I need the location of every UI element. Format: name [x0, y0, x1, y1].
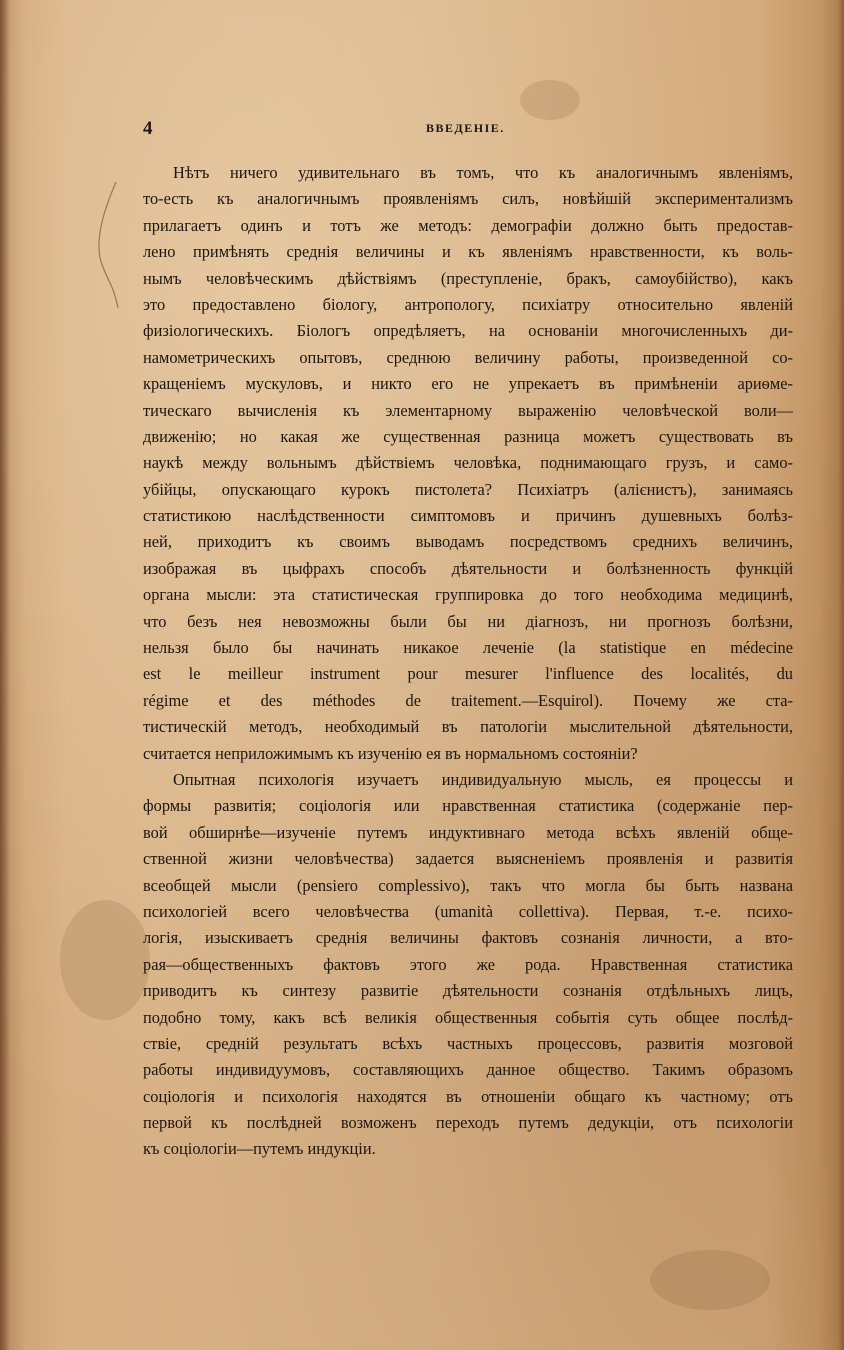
- text-line: приводитъ къ синтезу развитіе дѣятельности сознанія отдѣльныхъ лицъ,: [143, 981, 793, 1001]
- page-edge-shadow-left: [0, 0, 10, 1350]
- text-line: органа мысли: эта статистическая группировка до того необходима медицинѣ,: [143, 585, 793, 605]
- text-line: что безъ нея невозможны были бы ни діагнозъ, ни прогнозъ болѣзни,: [143, 611, 793, 631]
- text-line: вой обширнѣе—изученіе путемъ индуктивнаго метода всѣхъ явленій обще-: [143, 822, 793, 842]
- pencil-margin-mark: [86, 180, 126, 310]
- text-line: ственной жизни человѣчества) задается выясненіемъ проявленія и развитія: [143, 849, 793, 869]
- text-line: движенію; но какая же существенная разница можетъ существовать въ: [143, 426, 793, 446]
- text-line: считается неприложимымъ къ изученію ея въ нормальномъ состояніи?: [143, 743, 638, 763]
- text-line: это предоставлено біологу, антропологу, психіатру относительно явленій: [143, 294, 793, 314]
- text-line: ствіе, средній результатъ всѣхъ частныхъ процессовъ, развитія мозговой: [143, 1033, 793, 1053]
- page-edge-shadow-right: [838, 0, 844, 1350]
- text-line: статистикою наслѣдственности симптомовъ и причинъ душевныхъ болѣз-: [143, 506, 793, 526]
- body-text: [143, 160, 793, 1163]
- text-line: первой къ послѣдней возможенъ переходъ путемъ дедукціи, отъ психологіи: [143, 1113, 793, 1133]
- text-line: ней, приходитъ къ своимъ выводамъ посредствомъ среднихъ величинъ,: [143, 532, 793, 552]
- text-line: наукѣ между вольнымъ дѣйствіемъ человѣка, поднимающаго грузъ, и само-: [143, 453, 793, 473]
- text-line: соціологія и психологія находятся въ отношеніи общаго къ частному; отъ: [143, 1086, 793, 1106]
- text-line: намометрическихъ опытовъ, среднюю величину работы, произведенной со-: [143, 347, 793, 367]
- text-line: рая—общественныхъ фактовъ этого же рода. Нравственная статистика: [143, 954, 793, 974]
- text-line: то-есть къ аналогичнымъ проявленіямъ силъ, новѣйшій экспериментализмъ: [143, 189, 793, 209]
- page-number: 4: [143, 118, 153, 139]
- text-line: прилагаетъ одинъ и тотъ же методъ: демографіи должно быть предостав-: [143, 215, 793, 235]
- text-line: лено примѣнять среднія величины и къ явленіямъ нравственности, къ воль-: [143, 242, 793, 262]
- running-head: ВВЕДЕНІЕ.: [426, 121, 505, 135]
- text-line: всеобщей мысли (pensiero complessivo), такъ что могла бы быть названа: [143, 875, 793, 895]
- text-line: убійцы, опускающаго курокъ пистолета? Психіатръ (алієнистъ), занимаясь: [143, 479, 793, 499]
- text-line: къ соціологіи—путемъ индукціи.: [143, 1139, 376, 1159]
- text-line: подобно тому, какъ всѣ великія общественныя событія суть общее послѣд-: [143, 1007, 793, 1027]
- paper-stain: [520, 80, 580, 120]
- text-line: est le meilleur instrument pour mesurer l'influence des localités, du: [143, 664, 793, 684]
- text-line: тистическій методъ, необходимый въ патологіи мыслительной дѣятельности,: [143, 717, 793, 737]
- paper-stain: [650, 1250, 770, 1310]
- text-line: нымъ человѣческимъ дѣйствіямъ (преступленіе, бракъ, самоубійство), какъ: [143, 268, 793, 288]
- text-line: логія, изыскиваетъ среднія величины фактовъ сознанія личности, а вто-: [143, 928, 793, 948]
- text-line: тическаго вычисленія къ элементарному выраженію человѣческой воли—: [143, 400, 793, 420]
- text-line: изображая въ цыфрахъ способъ дѣятельности и болѣзненность функцій: [143, 558, 793, 578]
- paper-stain: [60, 900, 150, 1020]
- text-line: Нѣтъ ничего удивительнаго въ томъ, что къ аналогичнымъ явленіямъ,: [173, 163, 793, 182]
- page-header: [143, 118, 793, 138]
- text-line: работы индивидуумовъ, составляющихъ данное общество. Такимъ образомъ: [143, 1060, 793, 1080]
- paragraph-1: [143, 160, 793, 767]
- text-line: формы развитія; соціологія или нравственная статистика (содержаніе пер-: [143, 796, 793, 816]
- paragraph-2: [143, 767, 793, 1163]
- text-line: кращеніемъ мускуловъ, и никто его не упрекаетъ въ примѣненіи ариѳме-: [143, 374, 793, 394]
- text-line: физіологическихъ. Біологъ опредѣляетъ, на основаніи многочисленныхъ ди-: [143, 321, 793, 341]
- text-line: психологіей всего человѣчества (umanità collettiva). Первая, т.-е. психо-: [143, 901, 793, 921]
- text-line: нельзя было бы начинать никакое леченіе (la statistique en médecine: [143, 638, 793, 658]
- text-line: régime et des méthodes de traitement.—Esquirol). Почему же ста-: [143, 690, 793, 710]
- text-line: Опытная психологія изучаетъ индивидуальную мысль, ея процессы и: [173, 769, 793, 789]
